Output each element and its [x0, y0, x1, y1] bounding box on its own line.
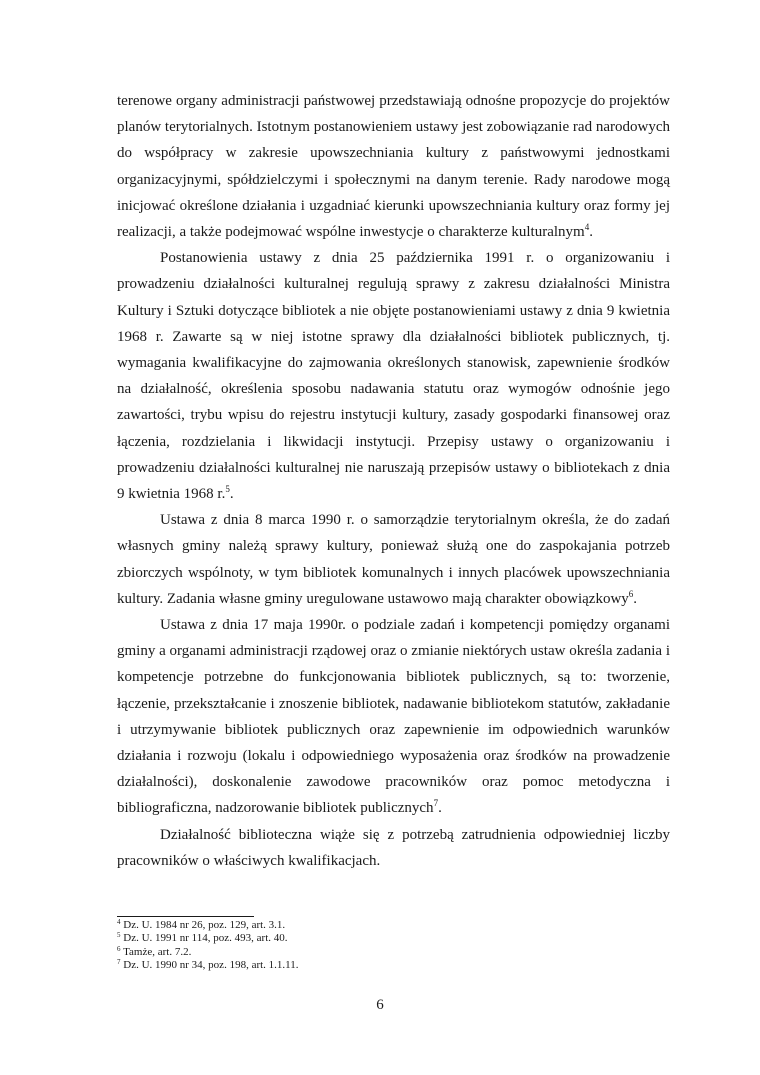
paragraph: [117, 822, 670, 874]
paragraph: [117, 88, 670, 245]
footnote-number: 7: [117, 958, 121, 967]
footnotes: [117, 916, 670, 973]
footnote-text: Dz. U. 1984 nr 26, poz. 129, art. 3.1.: [123, 919, 286, 931]
paragraph-tail: .: [438, 800, 442, 817]
paragraph: [117, 612, 670, 822]
paragraph-text: Ustawa z dnia 17 maja 1990r. o podziale zadań i kompetencji pomiędzy organami gminy a organami administracji rządowej oraz o zmianie niektórych ustaw określa zadania i kompetencje potrzebne do funkcjonowania bibliotek publicznych, są to: tworzenie, łączenie, przekształcanie i znoszenie bibliotek, nadawanie bibliotekom statutów, zakładanie i utrzymywanie bibliotek publicznych oraz zapewnienie im odpowiednich warunków działania i rozwoju (lokalu i odpowiedniego wyposażenia oraz środków na prowadzenie działalności), doskonalenie zawodowe pracowników oraz pomoc metodyczna i bibliograficzna, nadzorowanie bibliotek publicznych: [117, 617, 670, 817]
body-text: [117, 88, 670, 874]
footnote-ref[interactable]: 5: [225, 484, 230, 495]
footnote-ref[interactable]: 7: [433, 798, 439, 809]
footnote-number: 5: [117, 931, 121, 940]
paragraph-tail: .: [633, 590, 638, 607]
footnote: [117, 932, 670, 945]
page-number: 6: [376, 997, 384, 1013]
footnote: [117, 946, 670, 959]
footnote-number: 6: [117, 944, 121, 953]
paragraph-text: Ustawa z dnia 8 marca 1990 r. o samorządzie terytorialnym określa, że do zadań własnych gminy należą sprawy kultury, ponieważ służą one do zaspokajania potrzeb zbiorczych wspólnoty, w tym bibliotek komunalnych i innych placówek upowszechniania kultury. Zadania własne gminy uregulowane ustawowo mają charakter obowiązkowy: [117, 512, 670, 607]
paragraph-text: Działalność biblioteczna wiąże się z potrzebą zatrudnienia odpowiedniej liczby pracowników o właściwych kwalifikacjach.: [117, 826, 670, 869]
footnote-ref[interactable]: 6: [628, 588, 634, 599]
footnote: [117, 919, 670, 932]
footnote-ref[interactable]: 4: [584, 222, 590, 233]
footnote-separator: [117, 916, 254, 917]
footnote-text: Dz. U. 1990 nr 34, poz. 198, art. 1.1.11.: [123, 959, 299, 972]
paragraph-tail: .: [589, 224, 593, 241]
paragraph-text: terenowe organy administracji państwowej przedstawiają odnośne propozycje do projektów planów terytorialnych. Istotnym postanowieniem ustawy jest zobowiązanie rad narodowych do współpracy w zakresie upowszechniania kultury z państwowymi jednostkami organizacyjnymi, spółdzielczymi i społecznymi na danym terenie. Rady narodowe mogą inicjować określone działania i uzgadniać kierunki upowszechniania kultury oraz formy jej realizacji, a także podejmować wspólne inwestycje o charakterze kulturalnym: [117, 93, 670, 241]
footnote-number: 4: [117, 918, 121, 926]
paragraph: [117, 245, 670, 507]
footnote-text: Tamże, art. 7.2.: [123, 945, 192, 958]
paragraph: [117, 507, 670, 612]
footnote-text: Dz. U. 1991 nr 114, poz. 493, art. 40.: [123, 932, 288, 945]
paragraph-text: Postanowienia ustawy z dnia 25 października 1991 r. o organizowaniu i prowadzeniu działalności kulturalnej regulują sprawy z zakresu działalności Ministra Kultury i Sztuki dotyczące bibliotek a nie objęte postanowieniami ustawy z dnia 9 kwietnia 1968 r. Zawarte są w niej istotne sprawy dla działalności bibliotek publicznych, tj. wymagania kwalifikacyjne do zajmowania określonych stanowisk, zapewnienie środków na działalność, określenia sposobu nadawania statutu oraz wymogów odnośnie jego zawartości, trybu wpisu do rejestru instytucji kultury, zasady gospodarki finansowej oraz łączenia, rozdzielania i likwidacji instytucji. Przepisy ustawy o organizowaniu i prowadzeniu działalności kulturalnej nie naruszają przepisów ustawy o bibliotekach z dnia 9 kwietnia 1968 r.: [117, 250, 670, 503]
paragraph-tail: .: [229, 486, 234, 503]
footnote: [117, 959, 670, 972]
